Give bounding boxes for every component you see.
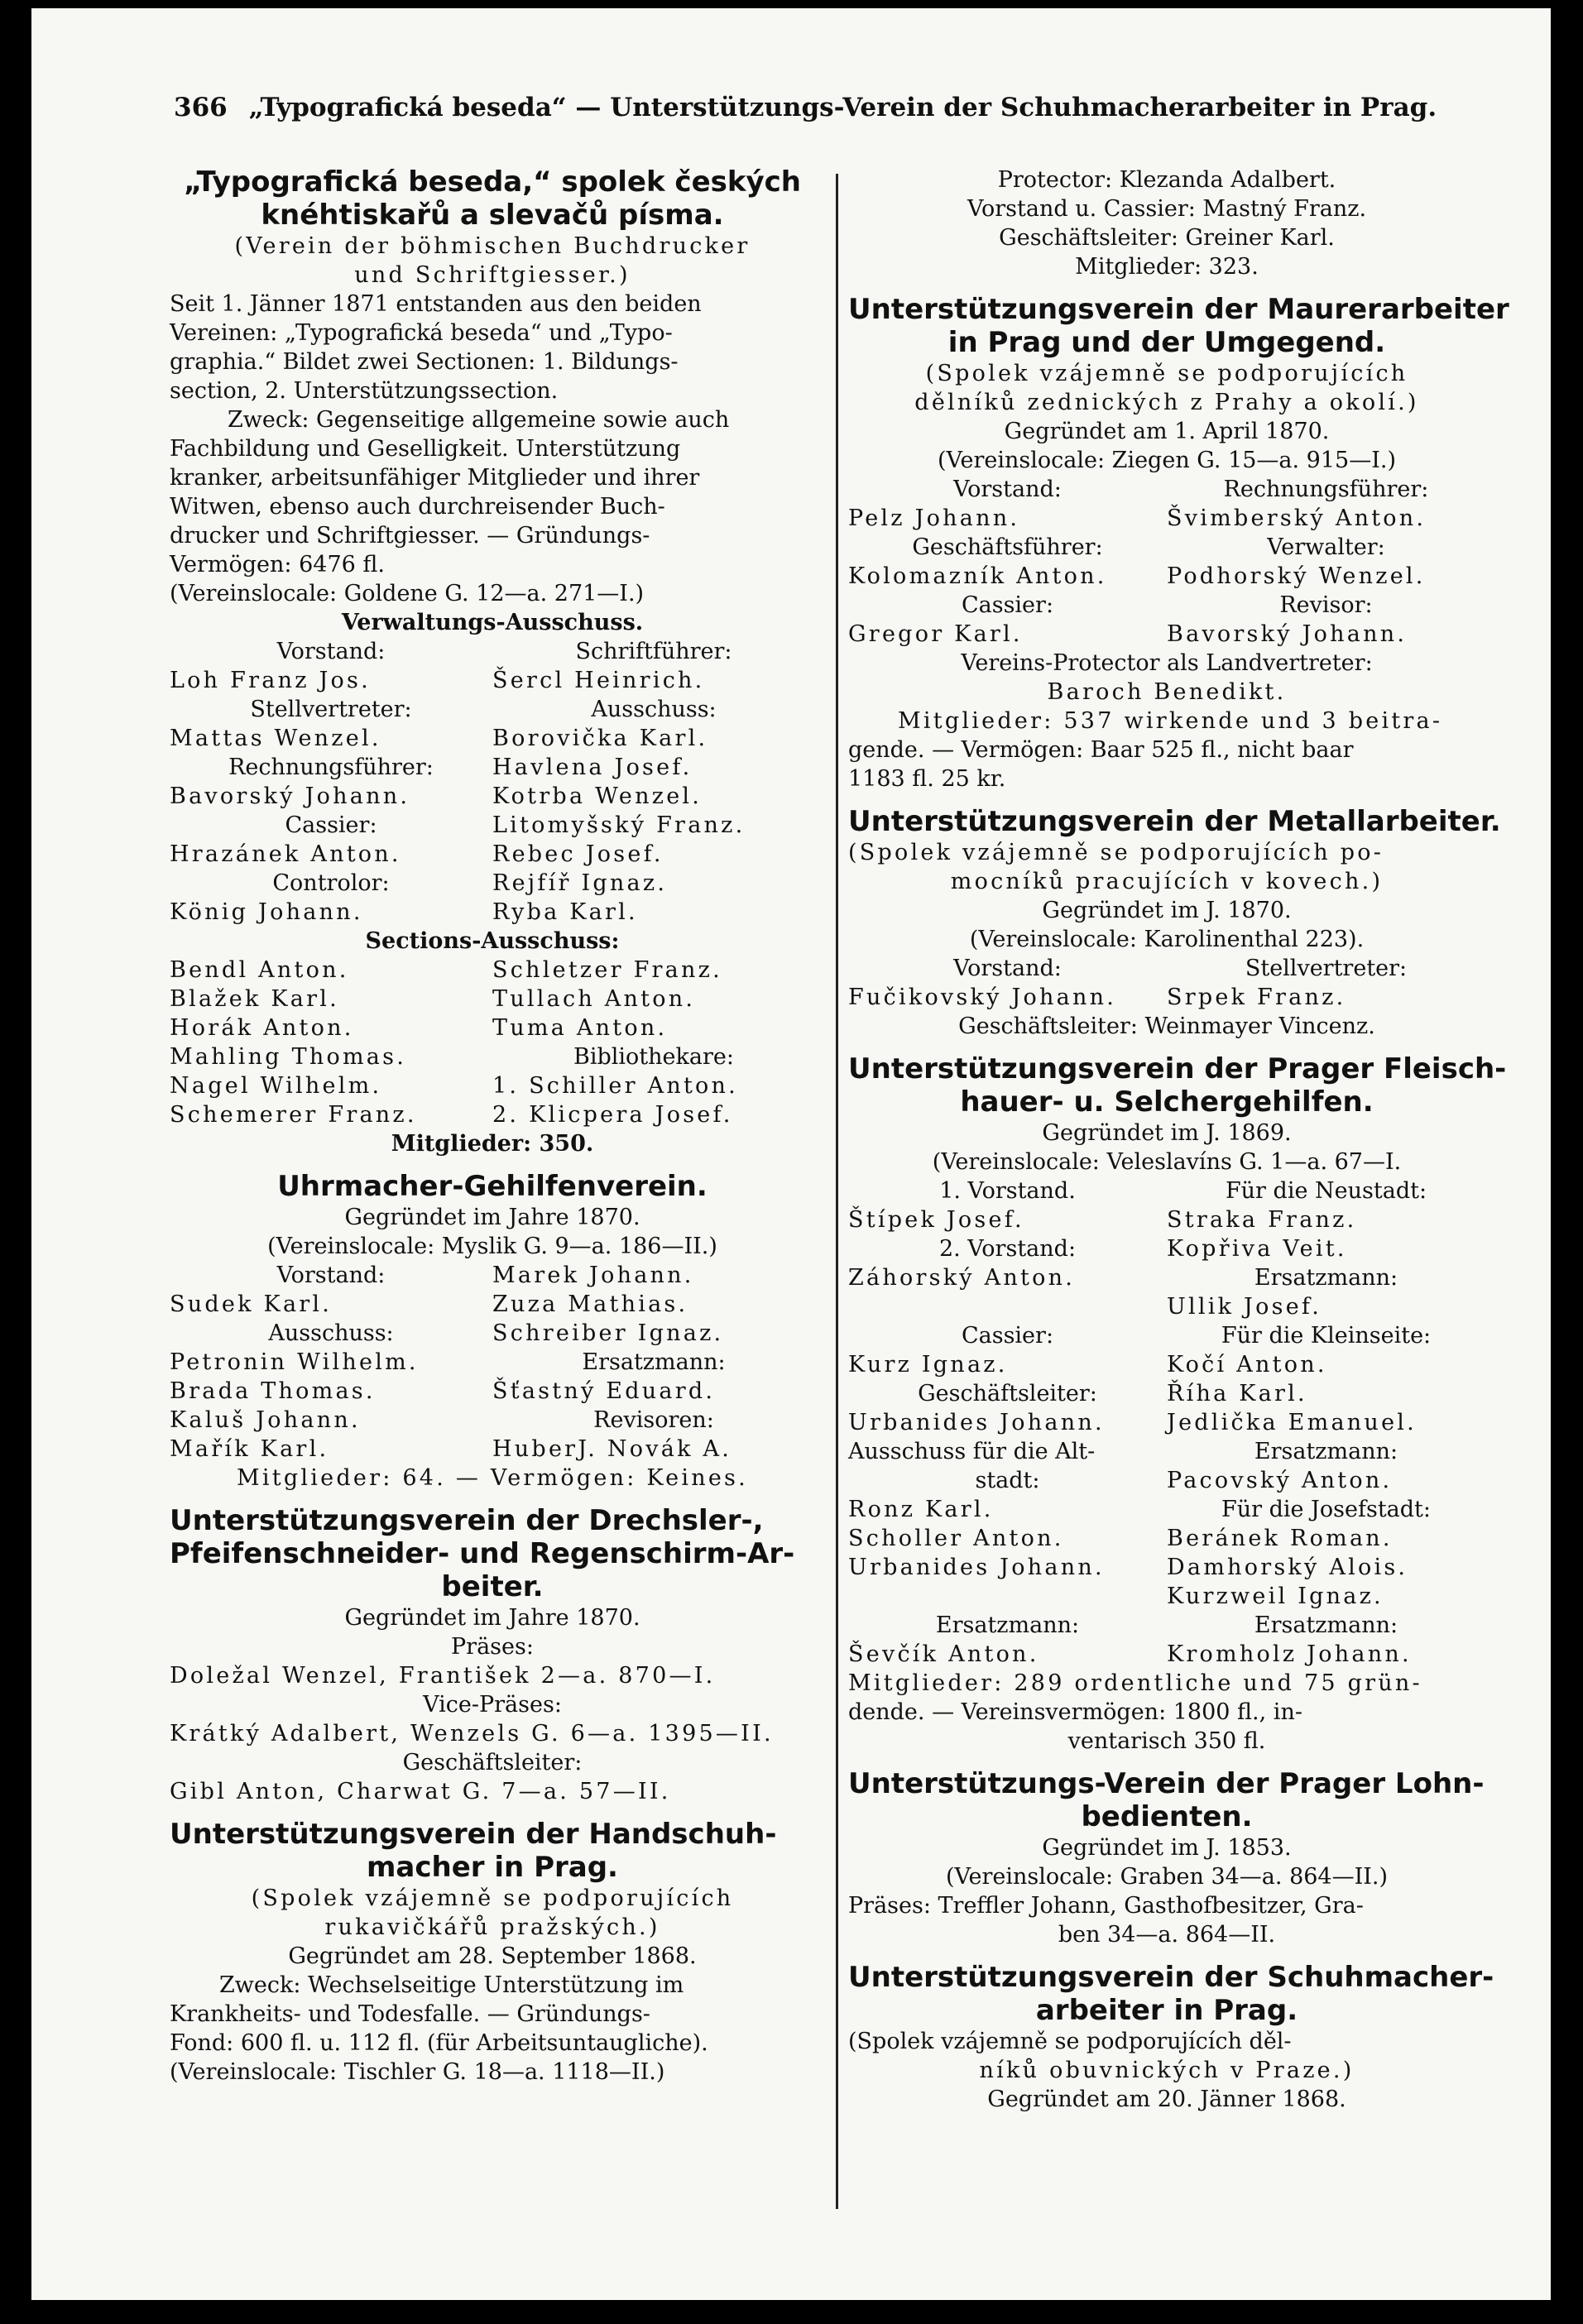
entry-fleischhauer [848,1052,1507,1756]
page-number: 366 [174,93,228,122]
cell: Šťastný Eduard. [492,1378,716,1404]
entry-metallarbeiter [848,805,1501,1041]
cell: Pelz Johann. [848,506,1020,531]
cell: König Johann. [170,899,363,925]
section-heading: Sections-Ausschuss: [365,928,620,954]
entry-title: Unterstützungsverein der Prager Fleisch- [848,1052,1507,1085]
cell: Brada Thomas. [170,1378,376,1404]
text-line: section, 2. Unterstützungssection. [170,378,559,404]
members-line: gende. — Vermögen: Baar 525 fl., nicht baar [848,737,1354,763]
cell: Mattas Wenzel. [170,726,381,751]
text-line: Geschäftsleiter: Greiner Karl. [999,225,1335,251]
text-line: Gibl Anton, Charwat G. 7—a. 57—II. [170,1779,671,1804]
founded-line: Gegründet im J. 1870. [1042,898,1292,923]
cell: Rechnungsführer: [1223,477,1429,502]
cell: Ausschuss: [268,1320,394,1346]
text-line: Fond: 600 fl. u. 112 fl. (für Arbeitsuntaugliche). [170,2030,708,2056]
cell: Für die Neustadt: [1225,1178,1427,1204]
text-line: Witwen, ebenso auch durchreisender Buch- [170,494,665,520]
text-line: Krátký Adalbert, Wenzels G. 6—a. 1395—II. [170,1721,774,1747]
entry-subtitle: mocníků pracujících v kovech.) [950,869,1384,894]
founded-line: Gegründet am 1. April 1870. [1004,419,1330,444]
entry-subtitle: (Spolek vzájemně se podporujících [925,361,1408,386]
cell: Ausschuss: [591,697,717,722]
entry-title: „Typografická beseda,“ spolek českých [183,165,802,199]
cell: 2. Vorstand: [938,1236,1077,1262]
entry-lohnbedienten [848,1767,1485,1949]
cell: Stellvertreter: [1245,956,1408,981]
running-header [174,93,1437,122]
cell: Sudek Karl. [170,1291,333,1317]
members-line: Mitglieder: 323. [1075,254,1259,280]
entry-title: in Prag und der Umgegend. [947,326,1386,359]
cell: Záhorský Anton. [848,1265,1076,1291]
members-line: Mitglieder: 289 ordentliche und 75 grün- [848,1670,1422,1696]
founded-line: Gegründet im Jahre 1870. [344,1205,640,1230]
members-line: 1183 fl. 25 kr. [848,766,1006,792]
cell: Schemerer Franz. [170,1102,417,1128]
founded-line: Gegründet am 20. Jänner 1868. [987,2087,1346,2112]
text-line: graphia.“ Bildet zwei Sectionen: 1. Bildungs- [170,349,679,375]
role-label: Präses: [451,1634,534,1660]
entry-subtitle: rukavičkářů pražských.) [324,1914,660,1940]
cell: Kaluš Johann. [170,1407,361,1433]
cell: Vorstand: [953,956,1062,981]
members-line: Mitglieder: 350. [391,1131,594,1157]
cell: Urbanides Johann. [848,1410,1105,1435]
cell: Tuma Anton. [492,1015,668,1041]
entry-title: Unterstützungs-Verein der Prager Lohn- [848,1767,1485,1800]
members-line: ventarisch 350 fl. [1067,1728,1266,1754]
cell: Ersatzmann: [1254,1439,1398,1464]
cell: Ersatzmann: [935,1612,1080,1638]
text-line: Vereins-Protector als Landvertreter: [961,650,1373,676]
cell: Kopřiva Veit. [1167,1236,1347,1262]
cell: Mahling Thomas. [170,1044,407,1070]
text-line: Präses: Treffler Johann, Gasthofbesitzer, Gra- [848,1893,1364,1919]
cell: Kotrba Wenzel. [492,783,703,809]
entry-subtitle: und Schriftgiesser.) [354,262,631,288]
cell: Šercl Heinrich. [492,668,705,693]
cell: 1. Vorstand. [939,1178,1076,1204]
entry-continuation [848,165,1485,281]
cell: Controlor: [272,870,390,896]
cell: Litomyšský Franz. [492,812,746,838]
entry-handschuhmacher [170,1818,815,2087]
locale-line: (Vereinslocale: Myslik G. 9—a. 186—II.) [267,1234,717,1259]
cell: Ronz Karl. [848,1497,994,1522]
entry-title: knéhtiskařů a slevačů písma. [261,199,724,232]
founded-line: Gegründet im Jahre 1870. [344,1605,640,1631]
cell: Nagel Wilhelm. [170,1073,382,1099]
cell: Štípek Josef. [848,1207,1024,1233]
entry-title: Unterstützungsverein der Schuhmacher- [848,1961,1494,1994]
cell: Rejfíř Ignaz. [492,870,668,896]
cell: Švimberský Anton. [1167,506,1427,531]
cell: Verwalter: [1267,534,1385,560]
cell: Pacovský Anton. [1167,1468,1393,1493]
cell: Gregor Karl. [848,621,1023,647]
cell: Ausschuss für die Alt- [848,1439,1096,1464]
cell: Ševčík Anton. [848,1641,1039,1667]
cell: Schletzer Franz. [492,957,722,983]
text-line: Doležal Wenzel, František 2—a. 870—I. [170,1663,716,1689]
text-line: Geschäftsleiter: Weinmayer Vincenz. [958,1013,1375,1039]
cell: Schreiber Ignaz. [492,1320,724,1346]
entry-subtitle: (Verein der böhmischen Buchdrucker [234,233,751,259]
cell: Für die Kleinseite: [1221,1323,1432,1349]
entry-subtitle: dělníků zednických z Prahy a okolí.) [914,390,1419,415]
cell: Kolomazník Anton. [848,563,1107,589]
entry-subtitle: níků obuvnických v Praze.) [979,2058,1355,2083]
cell: Geschäftsführer: [912,534,1103,560]
entry-typograficka-beseda [170,165,815,1158]
text-line: Baroch Benedikt. [1047,679,1287,705]
entry-subtitle: (Spolek vzájemně se podporujících [251,1886,734,1911]
cell: Revisoren: [593,1407,714,1433]
cell: Mařík Karl. [170,1436,329,1462]
cell: Borovička Karl. [492,726,708,751]
cell: Kurz Ignaz. [848,1352,1008,1378]
entry-title: Pfeifenschneider- und Regenschirm-Ar- [170,1537,795,1570]
entry-title: Unterstützungsverein der Metallarbeiter. [848,805,1501,838]
entry-maurerarbeiter [848,293,1509,793]
entry-subtitle: (Spolek vzájemně se podporujících po- [848,840,1384,865]
header-title: „Typografická beseda“ — Unterstützungs-Verein der Schuhmacherarbeiter in Prag. [248,93,1437,122]
cell: Vorstand: [276,639,386,664]
cell [848,1582,1167,1611]
text-line: Krankheits- und Todesfalle. — Gründungs- [170,2001,650,2027]
cell: Rechnungsführer: [228,755,434,780]
right-column [848,165,1509,2114]
role-label: Vice-Präses: [423,1692,562,1718]
text-line: Seit 1. Jänner 1871 entstanden aus den beiden [170,291,702,317]
entry-uhrmacher [170,1170,815,1493]
cell: Tullach Anton. [492,986,696,1012]
text-line: Vereinen: „Typografická beseda“ und „Typo- [170,320,673,346]
cell: 1. Schiller Anton. [492,1073,739,1099]
locale-line: (Vereinslocale: Graben 34—a. 864—II.) [945,1864,1389,1890]
cell: Beránek Roman. [1167,1526,1393,1551]
cell: Ersatzmann: [1254,1265,1398,1291]
cell: Vorstand: [276,1263,386,1288]
cell: Říha Karl. [1167,1381,1307,1406]
cell: Damhorský Alois. [1167,1555,1408,1580]
cell: Revisor: [1279,592,1373,618]
cell: Havlena Josef. [492,755,693,780]
cell: Ullik Josef. [1167,1294,1322,1320]
cell: Jedlička Emanuel. [1167,1410,1417,1435]
founded-line: Gegründet im J. 1853. [1042,1835,1292,1861]
cell: Blažek Karl. [170,986,339,1012]
entry-schuhmacher [848,1961,1494,2114]
entry-title: Unterstützungsverein der Handschuh- [170,1818,777,1851]
text-line: Zweck: Gegenseitige allgemeine sowie auch [228,407,730,433]
locale-line: (Vereinslocale: Ziegen G. 15—a. 915—I.) [937,448,1396,473]
cell: Cassier: [961,1323,1054,1349]
entry-title: hauer- u. Selchergehilfen. [960,1085,1374,1119]
cell: Cassier: [961,592,1054,618]
cell: Srpek Franz. [1167,985,1346,1010]
cell: Ersatzmann: [1254,1612,1398,1638]
text-line: drucker und Schriftgiesser. — Gründungs- [170,523,650,549]
cell: Scholler Anton. [848,1526,1064,1551]
text-line: Zweck: Wechselseitige Unterstützung im [219,1972,684,1998]
cell: stadt: [975,1468,1040,1493]
members-line: Mitglieder: 64. — Vermögen: Keines. [237,1465,748,1491]
cell: 2. Klicpera Josef. [492,1102,733,1128]
founded-line: Gegründet im J. 1869. [1042,1120,1292,1146]
left-column [170,165,815,2087]
entry-title: Unterstützungsverein der Maurerarbeiter [848,293,1509,326]
cell: Loh Franz Jos. [170,668,371,693]
entry-title: bedienten. [1081,1800,1253,1833]
cell: Schriftführer: [575,639,732,664]
text-line: ben 34—a. 864—II. [1058,1922,1276,1948]
cell: Für die Josefstadt: [1221,1497,1432,1522]
cell: Bibliothekare: [573,1044,734,1070]
cell: Bendl Anton. [170,957,349,983]
locale-line: (Vereinslocale: Goldene G. 12—a. 271—I.) [170,581,645,606]
cell: Zuza Mathias. [492,1291,688,1317]
section-heading: Verwaltungs-Ausschuss. [341,610,644,635]
entry-title: Uhrmacher-Gehilfenverein. [277,1170,708,1203]
members-line: Mitglieder: 537 wirkende und 3 beitra- [898,708,1443,734]
cell: Bavorský Johann. [1167,621,1408,647]
cell: Horák Anton. [170,1015,354,1041]
cell: Urbanides Johann. [848,1555,1105,1580]
cell: Cassier: [285,812,377,838]
text-line: Vermögen: 6476 fl. [170,552,385,577]
entry-title: Unterstützungsverein der Drechsler-, [170,1504,764,1537]
cell: Stellvertreter: [250,697,412,722]
text-line: Vorstand u. Cassier: Mastný Franz. [967,196,1367,222]
members-line: dende. — Vereinsvermögen: 1800 fl., in- [848,1699,1302,1725]
text-line: Fachbildung und Geselligkeit. Unterstützung [170,436,681,462]
column-rule [836,174,838,2209]
cell: Kromholz Johann. [1167,1641,1412,1667]
cell: Kočí Anton. [1167,1352,1327,1378]
founded-line: Gegründet am 28. September 1868. [288,1943,697,1969]
entry-title: macher in Prag. [367,1851,618,1884]
cell: Ryba Karl. [492,899,638,925]
cell: Bavorský Johann. [170,783,410,809]
cell: Straka Franz. [1167,1207,1357,1233]
cell: Kurzweil Ignaz. [1167,1584,1384,1609]
cell: HuberJ. Novák A. [492,1436,732,1462]
cell: Hrazánek Anton. [170,841,401,867]
locale-line: (Vereinslocale: Tischler G. 18—a. 1118—II.) [170,2059,665,2085]
cell: Petronin Wilhelm. [170,1349,419,1375]
cell: Geschäftsleiter: [918,1381,1097,1406]
entry-title: arbeiter in Prag. [1035,1994,1298,2027]
cell [848,1292,1167,1321]
cell: Podhorský Wenzel. [1167,563,1426,589]
text-line: Protector: Klezanda Adalbert. [997,167,1336,193]
cell: Marek Johann. [492,1263,694,1288]
cell: Rebec Josef. [492,841,664,867]
text-line: kranker, arbeitsunfähiger Mitglieder und ihrer [170,465,700,491]
cell: Fučikovský Johann. [848,985,1117,1010]
entry-subtitle: (Spolek vzájemně se podporujících děl- [848,2029,1292,2054]
cell: Vorstand: [953,477,1062,502]
locale-line: (Vereinslocale: Veleslavíns G. 1—a. 67—I. [932,1149,1402,1175]
entry-title: beiter. [441,1570,544,1603]
cell: Ersatzmann: [582,1349,726,1375]
locale-line: (Vereinslocale: Karolinenthal 223). [969,927,1365,952]
entry-drechsler [170,1504,815,1806]
role-label: Geschäftsleiter: [402,1750,583,1775]
